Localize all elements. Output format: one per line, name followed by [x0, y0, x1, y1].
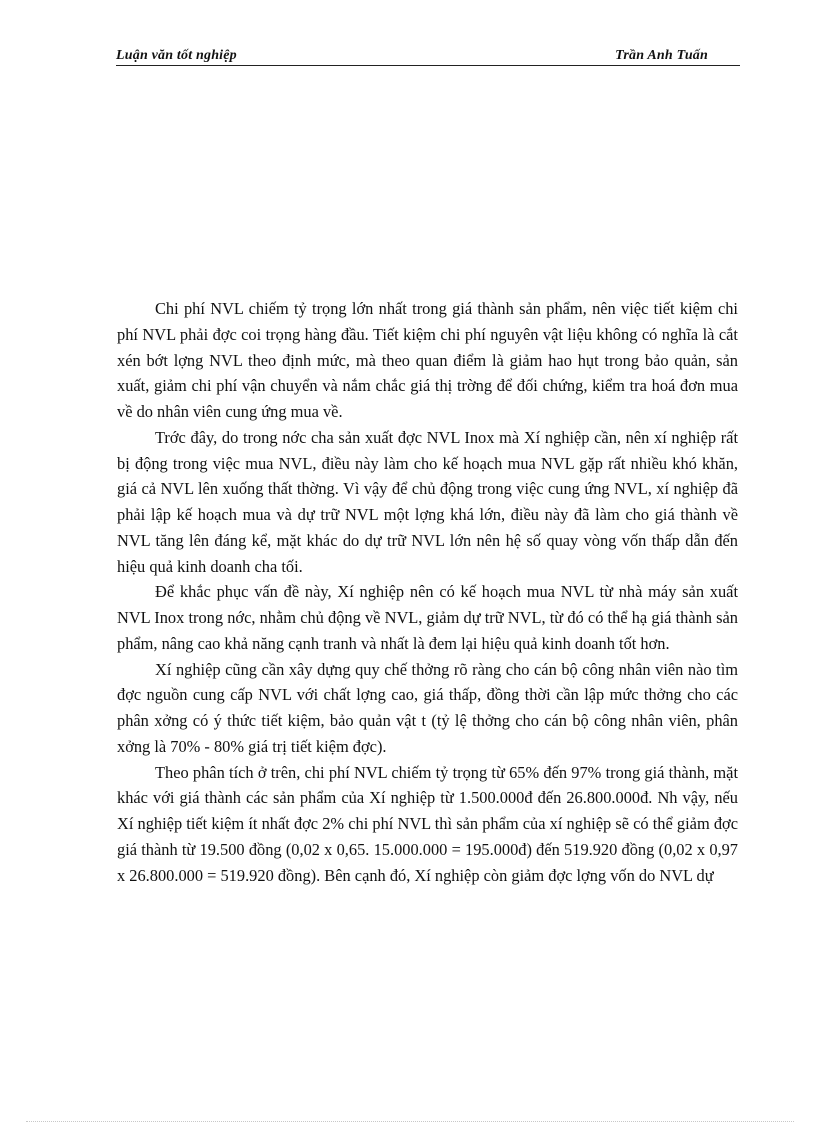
page-header — [116, 46, 740, 66]
document-body — [117, 296, 738, 888]
header-thesis-title: Luận văn tốt nghiệp — [116, 48, 237, 63]
header-underline — [116, 65, 740, 66]
page-bottom-divider — [26, 1121, 794, 1122]
paragraph-material-cost: Chi phí NVL chiếm tỷ trọng lớn nhất trong giá thành sản phẩm, nên việc tiết kiệm chi phí NVL phải đợc coi trọng hàng đầu. Tiết kiệm chi phí nguyên vật liệu không có nghĩa là cắt xén bớt lợng NVL theo định mức, mà theo quan điểm là giảm hao hụt trong bảo quản, sản xuất, giảm chi phí vận chuyển và nắm chắc giá thị trờng để đối chứng, kiểm tra hoá đơn mua về do nhân viên cung ứng mua về. — [117, 299, 738, 421]
paragraph-reward-policy: Xí nghiệp cũng cần xây dựng quy chế thởng rõ ràng cho cán bộ công nhân viên nào tìm đợc nguồn cung cấp NVL với chất lợng cao, giá thấp, đồng thời cần lập mức thởng cho các phân xởng có ý thức tiết kiệm, bảo quản vật t (tỷ lệ thởng cho cán bộ công nhân viên, phân xởng là 70% - 80% giá trị tiết kiệm đợc). — [117, 659, 738, 756]
header-author-name: Trần Anh Tuấn — [615, 48, 708, 63]
paragraph-previous-situation: Trớc đây, do trong nớc cha sản xuất đợc NVL Inox mà Xí nghiệp cần, nên xí nghiệp rất bị động trong việc mua NVL, điều này làm cho kế hoạch mua NVL gặp rất nhiều khó khăn, giá cả NVL lên xuống thất thờng. Vì vậy để chủ động trong việc cung ứng NVL, xí nghiệp đã phải lập kế hoạch mua và dự trữ NVL một lợng khá lớn, điều này đã làm cho giá thành về NVL tăng lên đáng kể, mặt khác do dự trữ NVL lớn nên hệ số quay vòng vốn thấp dẫn đến hiệu quả kinh doanh cha tối. — [117, 427, 738, 576]
paragraph-analysis: Theo phân tích ở trên, chi phí NVL chiếm tỷ trọng từ 65% đến 97% trong giá thành, mặt khác với giá thành các sản phẩm của Xí nghiệp từ 1.500.000đ đến 26.800.000đ. Nh vậy, nếu Xí nghiệp tiết kiệm ít nhất đợc 2% chi phí NVL thì sản phẩm của xí nghiệp sẽ có thể giảm đợc giá thành từ 19.500 đồng (0,02 x 0,65. 15.000.000 = 195.000đ) đến 519.920 đồng (0,02 x 0,97 x 26.800.000 = 519.920 đồng). Bên cạnh đó, Xí nghiệp còn giảm đợc lợng vốn do NVL dự — [117, 762, 738, 885]
paragraph-solution: Để khắc phục vấn đề này, Xí nghiệp nên có kế hoạch mua NVL từ nhà máy sản xuất NVL Inox trong nớc, nhằm chủ động về NVL, giảm dự trữ NVL, từ đó có thể hạ giá thành sản phẩm, nâng cao khả năng cạnh tranh và nhất là đem lại hiệu quả kinh doanh tốt hơn. — [117, 582, 738, 653]
